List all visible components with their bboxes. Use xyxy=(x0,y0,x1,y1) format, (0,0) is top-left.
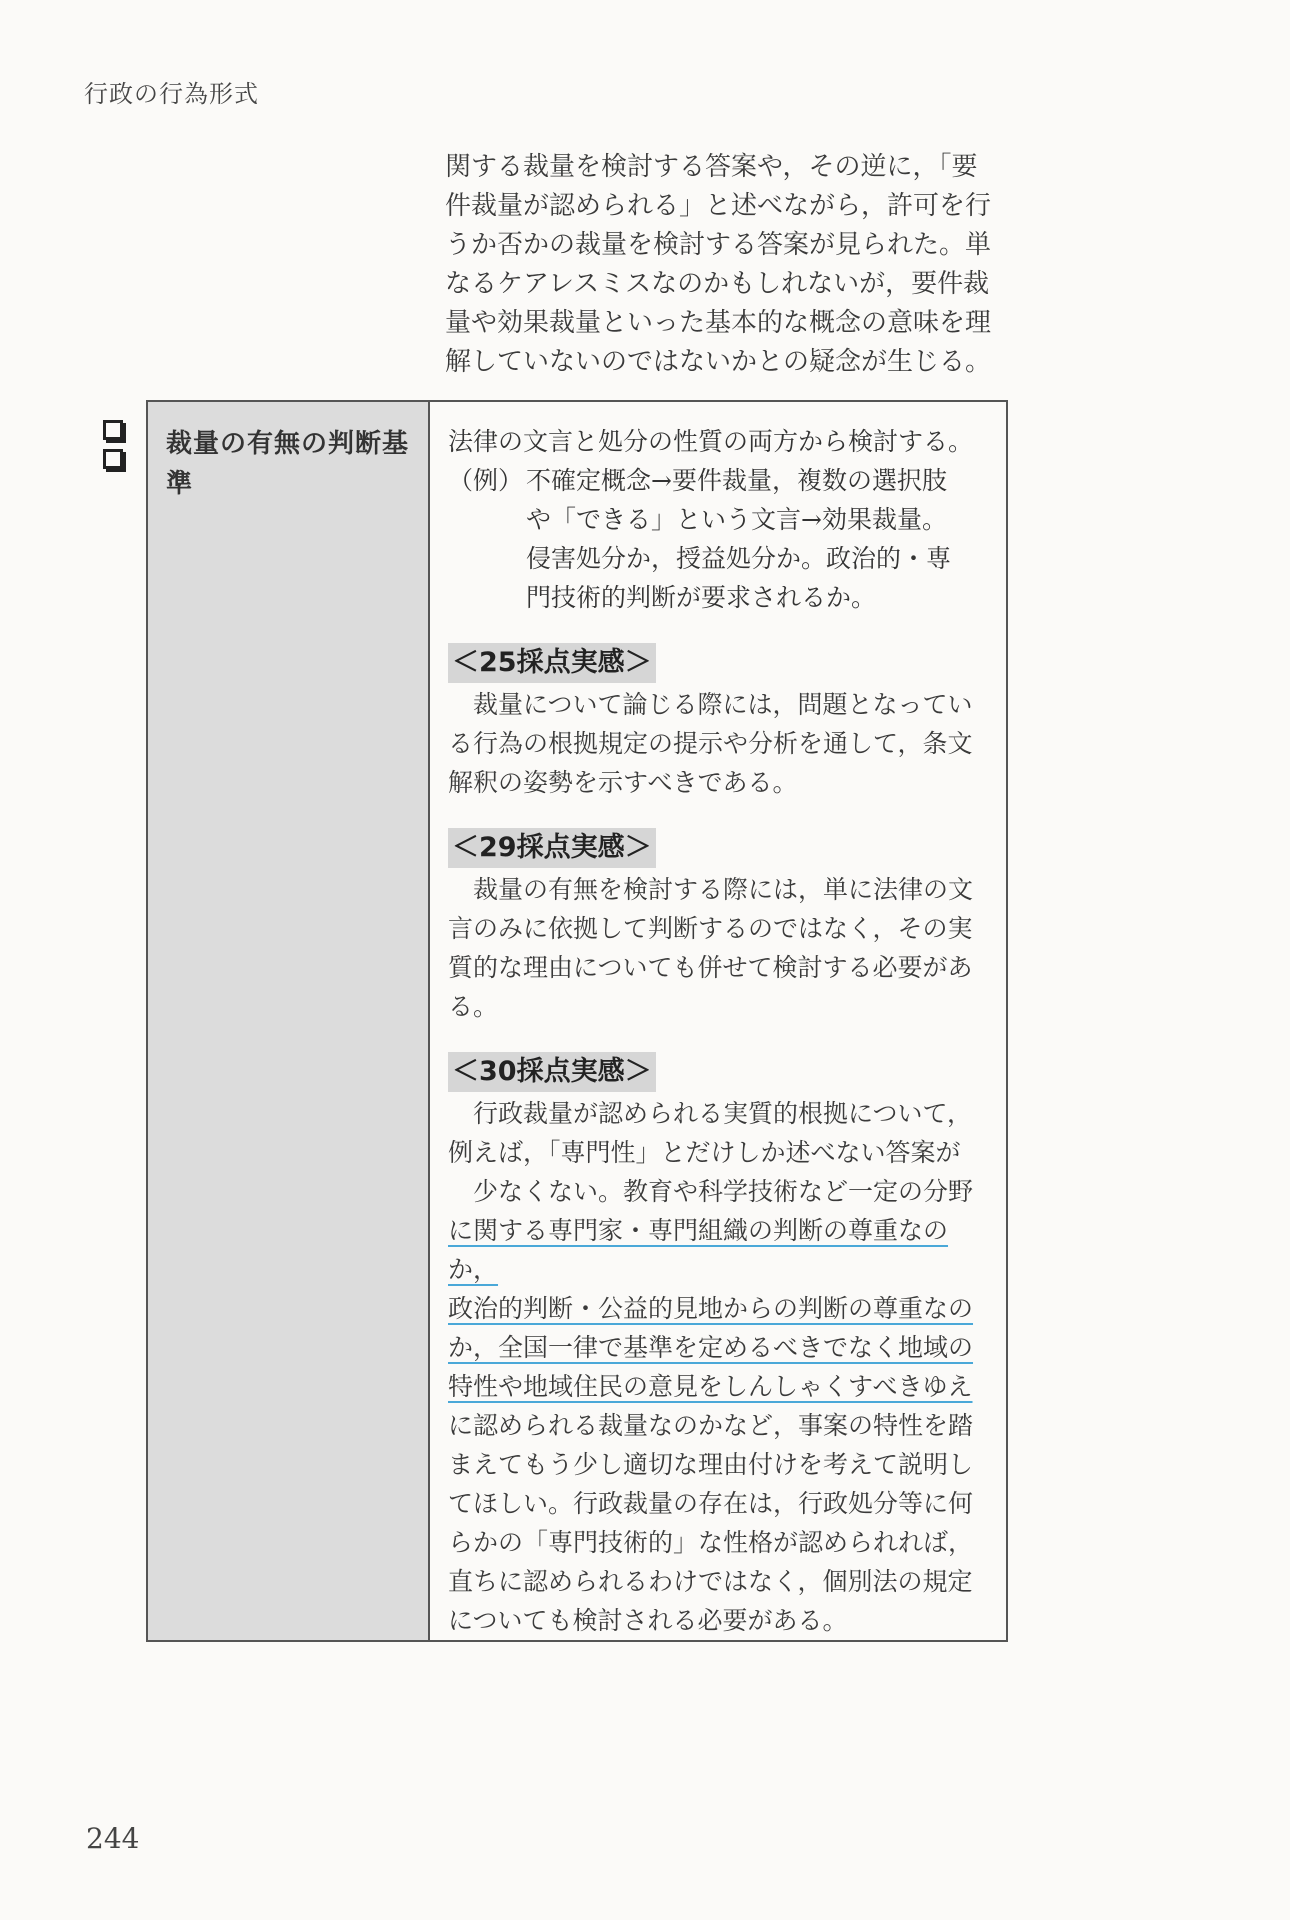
example-line: 不確定概念→要件裁量，複数の選択肢 xyxy=(526,466,947,495)
example-line: 侵害処分か，授益処分か。政治的・専 xyxy=(526,544,952,573)
checkbox-icon[interactable] xyxy=(103,449,123,469)
review-checkboxes xyxy=(103,420,123,478)
term-cell xyxy=(148,402,430,1640)
section-line: 言のみに依拠して判断するのではなく，その実 xyxy=(448,914,973,943)
section-heading: ＜30採点実感＞ xyxy=(448,1052,656,1092)
section-line: 裁量について論じる際には，問題となってい xyxy=(448,690,973,719)
intro-line: 解していないのではないかとの疑念が生じる。 xyxy=(445,347,992,377)
description-cell xyxy=(430,402,1006,1640)
section-line: らかの「専門技術的」な性格が認められれば， xyxy=(448,1528,974,1557)
intro-line: 量や効果裁量といった基本的な概念の意味を理 xyxy=(445,308,992,338)
underlined-line: か，全国一律で基準を定めるべきでなく地域の xyxy=(448,1333,974,1362)
summary-text: 法律の文言と処分の性質の両方から検討する。 xyxy=(448,427,974,456)
intro-line: 関する裁量を検討する答案や，その逆に，「要 xyxy=(445,152,978,182)
section-line: に認められる裁量なのかなど，事案の特性を踏 xyxy=(448,1411,974,1440)
summary-table xyxy=(146,400,1008,1642)
section-line: る行為の根拠規定の提示や分析を通して，条文 xyxy=(448,729,973,758)
underlined-line: 特性や地域住民の意見をしんしゃくすべきゆえ xyxy=(448,1372,973,1401)
example-line: 門技術的判断が要求されるか。 xyxy=(526,583,877,612)
section-line: 少なくない。教育や科学技術など一定の分野 xyxy=(448,1177,974,1206)
section-line: る。 xyxy=(448,992,499,1021)
section-line: てほしい。行政裁量の存在は，行政処分等に何 xyxy=(448,1489,974,1518)
intro-line: なるケアレスミスなのかもしれないが，要件裁 xyxy=(445,269,990,299)
section-25 xyxy=(448,643,992,802)
example-label: （例） xyxy=(448,466,524,495)
section-line: についても検討される必要がある。 xyxy=(448,1606,848,1635)
page-number: 244 xyxy=(86,1822,140,1855)
intro-line: 件裁量が認められる」と述べながら，許可を行 xyxy=(445,191,992,221)
section-line: 例えば，「専門性」とだけしか述べない答案が xyxy=(448,1138,961,1167)
section-line: 直ちに認められるわけではなく，個別法の規定 xyxy=(448,1567,973,1596)
example-block xyxy=(448,461,992,617)
section-line: 質的な理由についても併せて検討する必要があ xyxy=(448,953,973,982)
example-body xyxy=(526,461,951,617)
running-title: 行政の行為形式 xyxy=(84,80,259,108)
section-29 xyxy=(448,828,992,1026)
intro-paragraph xyxy=(445,148,1005,382)
section-line: 裁量の有無を検討する際には，単に法律の文 xyxy=(448,875,974,904)
section-heading: ＜29採点実感＞ xyxy=(448,828,656,868)
section-line: まえてもう少し適切な理由付けを考えて説明し xyxy=(448,1450,974,1479)
section-line: 行政裁量が認められる実質的根拠について， xyxy=(448,1099,973,1128)
underlined-line: 政治的判断・公益的見地からの判断の尊重なの xyxy=(448,1294,974,1323)
section-30 xyxy=(448,1052,992,1640)
intro-line: うか否かの裁量を検討する答案が見られた。単 xyxy=(445,230,992,260)
term-label: 裁量の有無の判断基準 xyxy=(166,429,410,499)
section-heading: ＜25採点実感＞ xyxy=(448,643,656,683)
checkbox-icon[interactable] xyxy=(103,420,123,440)
example-line: や「できる」という文言→効果裁量。 xyxy=(526,505,947,534)
underlined-line: に関する専門家・専門組織の判断の尊重なのか， xyxy=(448,1216,949,1284)
section-line: 解釈の姿勢を示すべきである。 xyxy=(448,768,798,797)
